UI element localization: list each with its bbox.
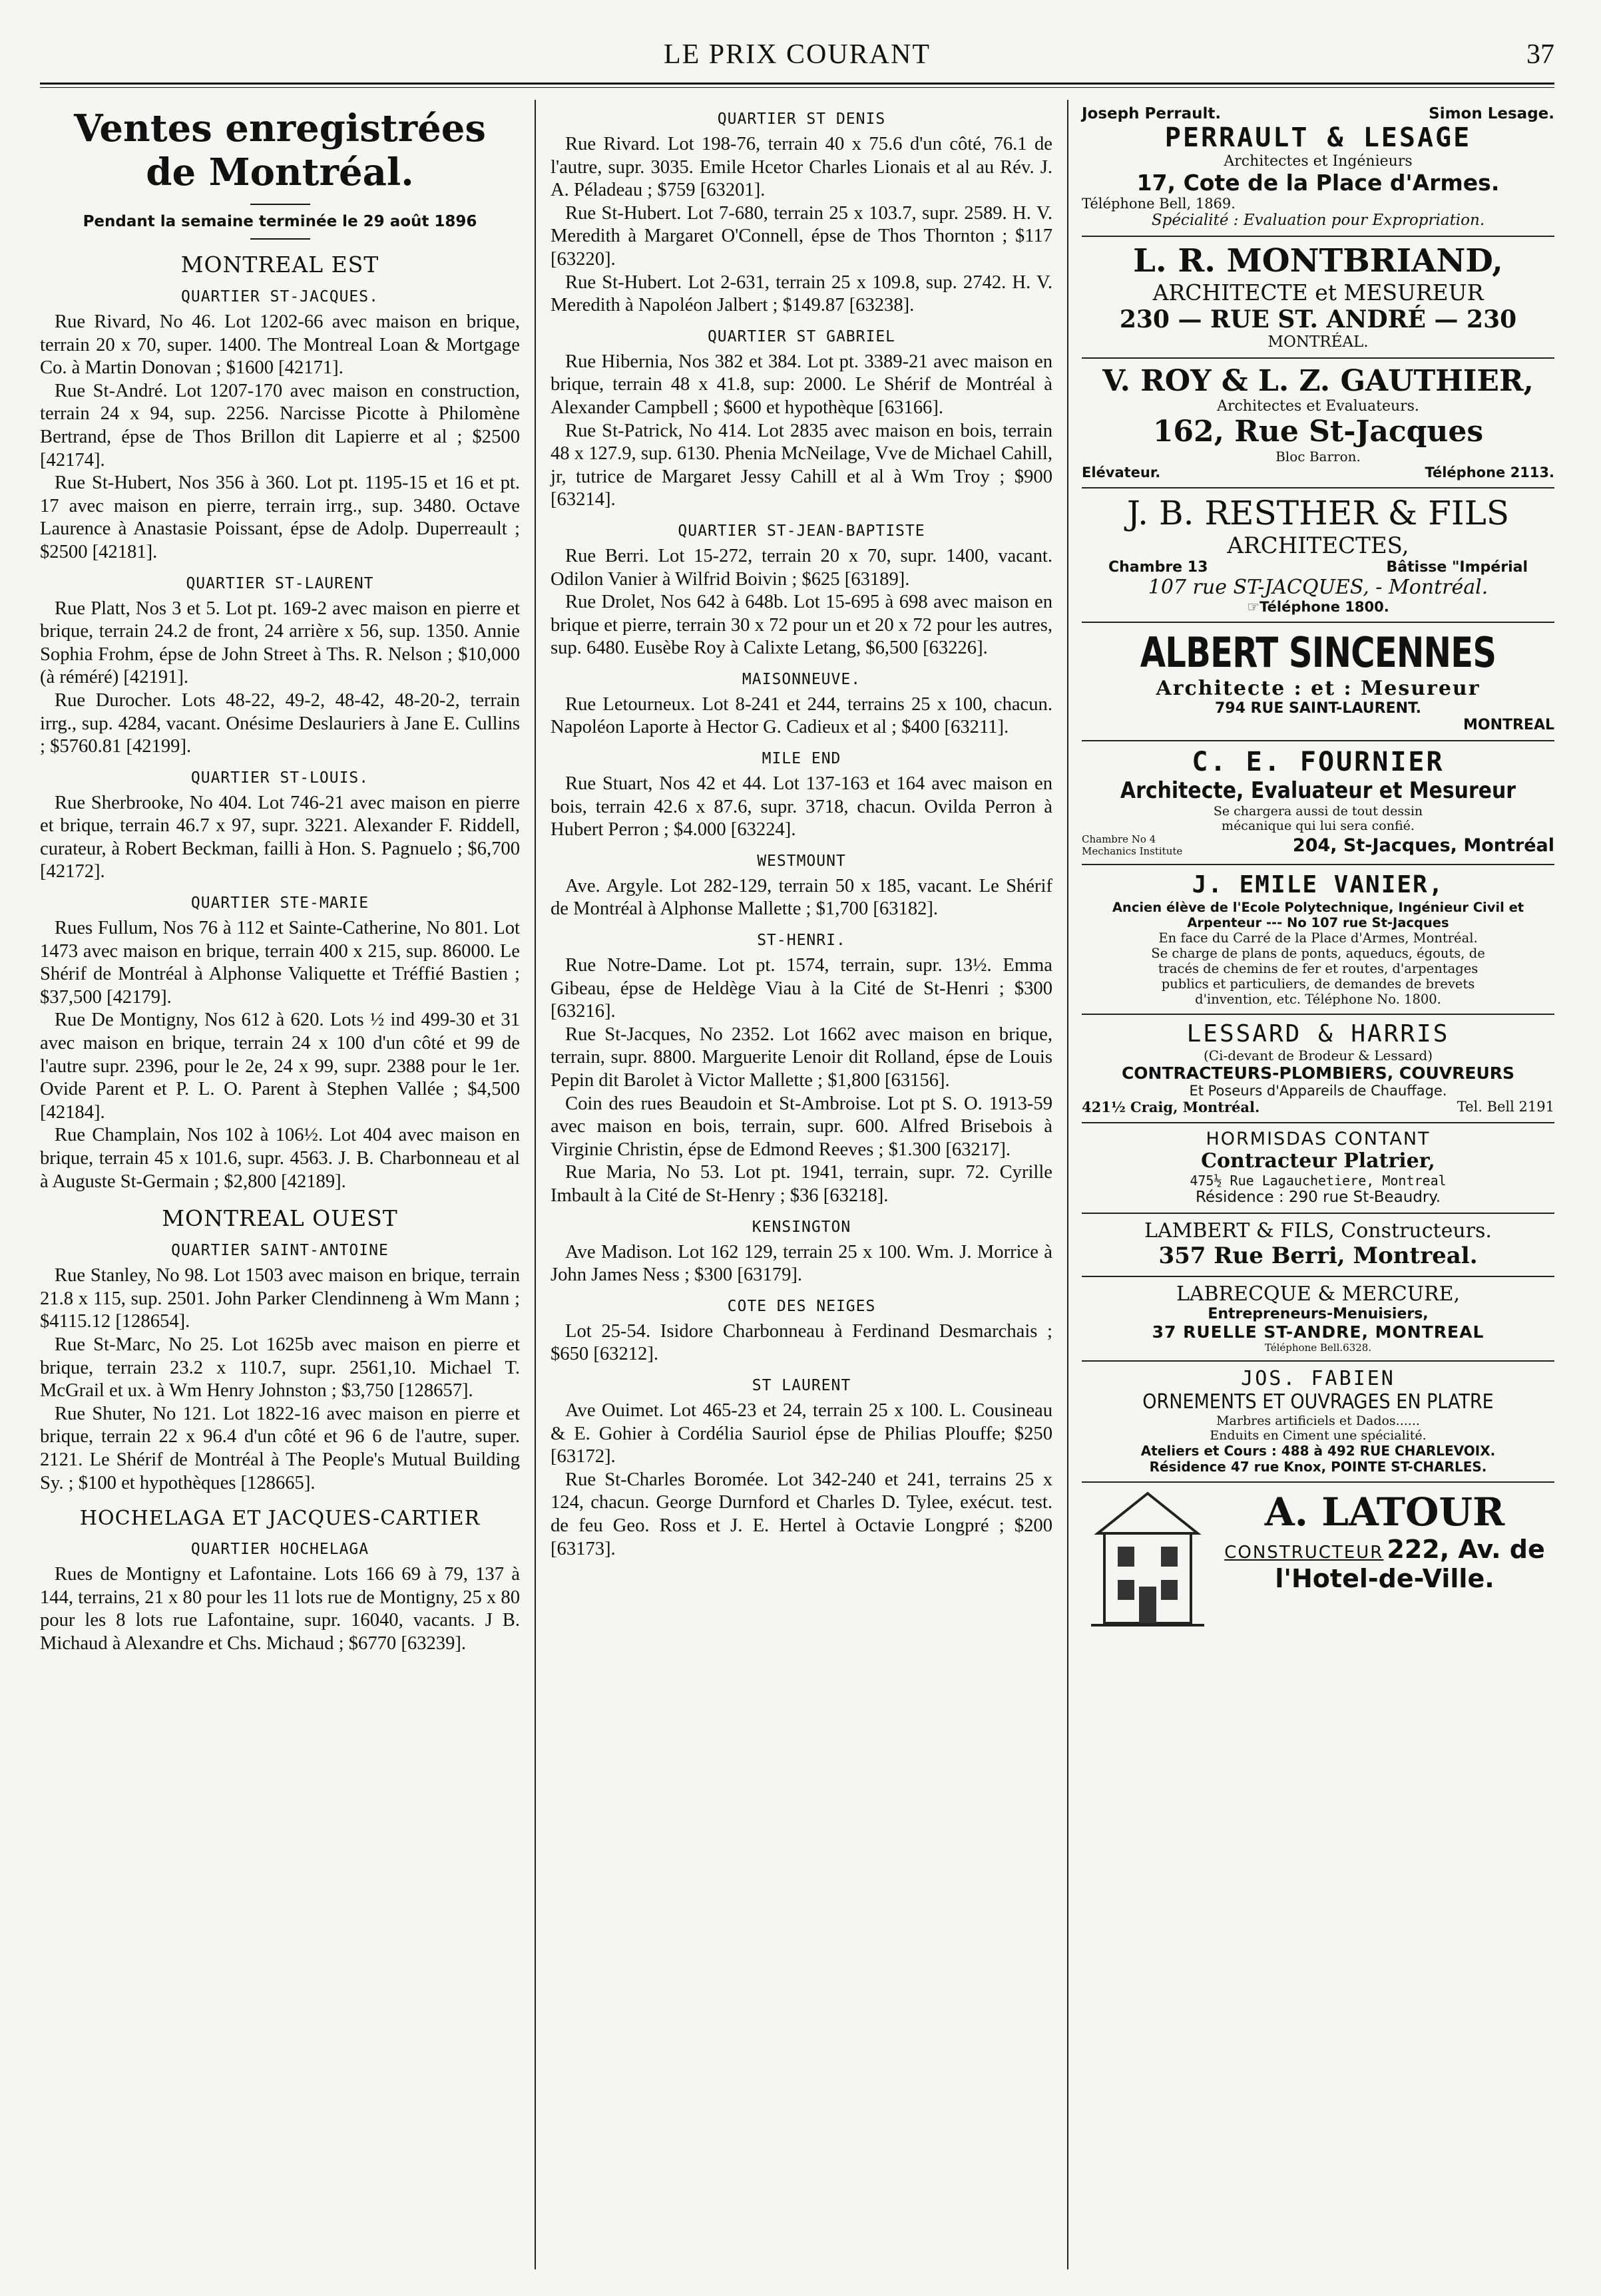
sections-col2 <box>551 110 1052 1561</box>
columns <box>40 100 1554 2269</box>
sale-entry: Rue Rivard, No 46. Lot 1202-66 avec maison en brique, terrain 20 x 70, super. 1400. The Montreal Loan & Mortgage Co. à Martin Donovan ; $1600 [42171]. <box>40 311 520 379</box>
ad-lessard-harris: LESSARD & HARRIS (Ci-devant de Brodeur & Lessard) CONTRACTEURS-PLOMBIERS, COUVREURS Et Poseurs d'Appareils de Chauffage. 421½ Craig, Montréal. Tel. Bell 2191 <box>1082 1015 1554 1123</box>
sale-entry: Rue Hibernia, Nos 382 et 384. Lot pt. 3389-21 avec maison en brique, terrain 48 x 41.8, sup: 2000. Le Shérif de Montréal à Alexander Campbell ; $600 et hypothèque [63166]. <box>551 351 1052 418</box>
ad-roy-gauthier: V. ROY & L. Z. GAUTHIER, Architectes et Evaluateurs. 162, Rue St-Jacques Bloc Barron. Elévateur. Téléphone 2113. <box>1082 359 1554 488</box>
sale-entry: Rues de Montigny et Lafontaine. Lots 166 69 à 79, 137 à 144, terrains, 21 x 80 pour les 11 lots rue de Montigny, 25 x 80 pour les 8 lots rue Lafontaine, supr. 16040, vacants. J B. Michaud à Alexandre et Chs. Michaud ; $6770 [63239]. <box>40 1564 520 1654</box>
sections-ouest <box>40 1242 520 1495</box>
sale-entry: Rue St-Charles Boromée. Lot 342-240 et 241, terrains 25 x 124, chacun. George Durnford et Charles D. Tylee, exécut. test. de feu Geo. Ross et J. E. Hertel à Octavie Longpré ; $200 [63173]. <box>551 1469 1052 1559</box>
region-heading: MONTREAL OUEST <box>162 1205 398 1232</box>
region-heading: HOCHELAGA ET JACQUES-CARTIER <box>79 1507 481 1531</box>
quarter-heading: QUARTIER STE-MARIE <box>190 894 369 912</box>
sale-entry: Rue Berri. Lot 15-272, terrain 20 x 70, supr. 1400, vacant. Odilon Vanier à Wilfrid Boivin ; $625 [63189]. <box>551 545 1052 590</box>
quarter-heading: WESTMOUNT <box>757 852 846 870</box>
sale-entry: Ave Madison. Lot 162 129, terrain 25 x 100. Wm. J. Morrice à John James Ness ; $300 [63179]. <box>551 1241 1052 1286</box>
sale-entry: Coin des rues Beaudoin et St-Ambroise. Lot pt S. O. 1913-59 avec maison en bois, terrain, supr. 600. Alfred Brisebois à Virginie Christin, épse de Edmond Reeves ; $1.300 [63217]. <box>551 1093 1052 1160</box>
sale-entry: Rue Durocher. Lots 48-22, 49-2, 48-42, 48-20-2, terrain irrg., sup. 4284, vacant. Onésime Deslauriers à Jane E. Cullins ; $5760.81 [42199]. <box>40 689 520 757</box>
sale-entry: Rue Shuter, No 121. Lot 1822-16 avec maison en pierre et brique, terrain 22 x 96.4 d'un côté et 96 6 de l'autre, super. 2121. Le Shérif de Montréal à The People's Mutual Building Sy. ; $100 et hypothèques [128665]. <box>40 1403 520 1493</box>
sale-entry: Rue Sherbrooke, No 404. Lot 746-21 avec maison en pierre et brique, terrain 46.7 x 97, supr. 3221. Alexander F. Riddell, curateur, à Robert Beckman, failli à Hon. S. Pagnuelo ; $6,700 [42172]. <box>40 792 520 882</box>
divider <box>250 204 310 205</box>
quarter-heading: QUARTIER SAINT-ANTOINE <box>171 1242 389 1260</box>
header-rule-thin <box>40 87 1554 88</box>
ad-sincennes: ALBERT SINCENNES Architecte : et : Mesureur 794 RUE SAINT-LAURENT. MONTREAL <box>1082 623 1554 741</box>
sale-entry: Rue St-Jacques, No 2352. Lot 1662 avec maison en brique, terrain, supr. 8800. Marguerite Lenoir dit Rolland, épse de Louis Pepin dit Barolet à Victor Mallette ; $1,800 [63156]. <box>551 1024 1052 1091</box>
sale-entry: Rue Platt, Nos 3 et 5. Lot pt. 169-2 avec maison en pierre et brique, terrain 24.2 de front, 24 arrière x 56, sup. 1350. Annie Sophia Frohm, épse de John Street à Ths. R. Nelson ; $10,000 (à réméré) [42191]. <box>40 598 520 688</box>
quarter-heading: COTE DES NEIGES <box>727 1297 876 1315</box>
region-heading: MONTREAL EST <box>180 252 379 278</box>
page-number: 37 <box>1526 39 1554 70</box>
quarter-heading: MILE END <box>762 750 841 768</box>
page-header <box>40 27 1554 80</box>
sale-entry: Rue Champlain, Nos 102 à 106½. Lot 404 avec maison en brique, terrain 45 x 101.6, supr. 4563. J. B. Charbonneau et al à Auguste St-Germain ; $2,800 [42189]. <box>40 1125 520 1192</box>
ad-montbriand: L. R. MONTBRIAND, ARCHITECTE et MESUREUR 230 — RUE ST. ANDRÉ — 230 MONTRÉAL. <box>1082 237 1554 359</box>
sale-entry: Rue Rivard. Lot 198-76, terrain 40 x 75.6 d'un côté, 76.1 de l'autre, supr. 3035. Emile Hcetor Charles Lionais et al au Rév. J. A. Péladeau ; $759 [63201]. <box>551 134 1052 201</box>
ad-latour: A. LATOUR CONSTRUCTEUR 222, Av. de l'Hotel-de-Ville. <box>1082 1483 1554 1636</box>
sale-entry: Rue St-Hubert. Lot 2-631, terrain 25 x 109.8, sup. 2742. H. V. Meredith à Napoléon Jalbert ; $149.87 [63238]. <box>551 272 1052 316</box>
quarter-heading: QUARTIER ST-JACQUES. <box>181 288 379 305</box>
quarter-heading: KENSINGTON <box>752 1218 851 1236</box>
sale-entry: Lot 25-54. Isidore Charbonneau à Ferdinand Desmarchais ; $650 [63212]. <box>551 1320 1052 1365</box>
quarter-heading: QUARTIER ST GABRIEL <box>707 327 896 345</box>
quarter-heading: QUARTIER ST-LOUIS. <box>190 769 369 787</box>
ad-lambert: LAMBERT & FILS, Constructeurs. 357 Rue Berri, Montreal. <box>1082 1214 1554 1277</box>
hand-pointer-icon: ☞ <box>1247 599 1260 615</box>
week-note: Pendant la semaine terminée le 29 août 1896 <box>83 213 477 230</box>
journal-title: LE PRIX COURANT <box>663 39 931 70</box>
ad-vanier: J. EMILE VANIER, Ancien élève de l'Ecole Polytechnique, Ingénieur Civil et Arpenteur --- No 107 rue St-Jacques En face du Carré de la Place d'Armes, Montréal. Se charge de plans de ponts, aqueducs, égouts, de tracés de chemins de fer et routes, d'arpentages publics et particuliers, de demandes de brevets d'invention, etc. Téléphone No. 1800. <box>1082 865 1554 1015</box>
house-illustration <box>1084 1487 1211 1633</box>
quarter-heading: ST-HENRI. <box>757 932 846 950</box>
quarter-heading: MAISONNEUVE. <box>742 670 861 688</box>
sale-entry: Rue Stuart, Nos 42 et 44. Lot 137-163 et 164 avec maison en bois, terrain 42.6 x 87.6, supr. 3718, chacun. Ovilda Perron à Hubert Perron ; $4.000 [63224]. <box>551 773 1052 841</box>
ad-fournier: C. E. FOURNIER Architecte, Evaluateur et Mesureur Se chargera aussi de tout dessin mécanique qui lui sera confié. Chambre No 4 Mechanics Institute 204, St-Jacques, Montréal <box>1082 741 1554 865</box>
quarter-heading: QUARTIER HOCHELAGA <box>190 1541 369 1559</box>
sale-entry: Rue Letourneux. Lot 8-241 et 244, terrains 25 x 100, chacun. Napoléon Laporte à Hector G. Cadieux et al ; $400 [63211]. <box>551 693 1052 738</box>
sale-entry: Rue Notre-Dame. Lot pt. 1574, terrain, supr. 13½. Emma Gibeau, épse de Heldège Viau à la Cité de St-Henri ; $300 [63216]. <box>551 955 1052 1022</box>
sale-entry: Rue Stanley, No 98. Lot 1503 avec maison en brique, terrain 21.8 x 115, sup. 2501. John Parker Clendinneng à Wm Mann ; $4115.12 [128654]. <box>40 1265 520 1332</box>
ad-resther: J. B. RESTHER & FILS ARCHITECTES, Chambre 13 Bâtisse "Impérial 107 rue ST-JACQUES, - Montréal. ☞Téléphone 1800. <box>1082 488 1554 623</box>
section-title: Ventes enregistrées de Montréal. <box>74 106 486 194</box>
sale-entry: Rue St-André. Lot 1207-170 avec maison en construction, terrain 24 x 94, sup. 2256. Narcisse Picotte à Philomène Bertrand, épse de Thos Brillon dit Lapierre et al ; $2500 [42174]. <box>40 380 520 471</box>
quarter-heading: QUARTIER ST DENIS <box>717 110 886 128</box>
divider <box>250 238 310 240</box>
sale-entry: Rue St-Marc, No 25. Lot 1625b avec maison en pierre et brique, terrain 23.2 x 110.7, supr. 2561,10. Michael T. McGrail et ux. à Wm Henry Johnston ; $3,750 [128657]. <box>40 1334 520 1402</box>
sections-est <box>40 288 520 1193</box>
sale-entry: Rue De Montigny, Nos 612 à 620. Lots ½ ind 499-30 et 31 avec maison en brique, terrain 24 x 100 d'un côté et 99 de l'autre supr. 2396, pour le 2e, 24 x 99, supr. 2388 pour le 1er. Ovide Parent et P. L. O. Parent à Stephen Vallée ; $4,500 [42184]. <box>40 1010 520 1123</box>
sale-entry: Rues Fullum, Nos 76 à 112 et Sainte-Catherine, No 801. Lot 1473 avec maison en brique, terrain 400 x 215, sup. 86000. Le Shérif de Montréal à Alphonse Valiquette et Tréffié Bastien ; $37,500 [42179]. <box>40 918 520 1008</box>
sale-entry: Rue St-Patrick, No 414. Lot 2835 avec maison en bois, terrain 48 x 127.9, sup. 6130. Phenia McNeilage, Vve de Michael Cahill, jr, tutrice de Margaret Jessy Cahill et al à Wm Troy ; $900 [63214]. <box>551 420 1052 510</box>
quarter-heading: QUARTIER ST-JEAN-BAPTISTE <box>678 522 925 540</box>
sale-entry: Rue Maria, No 53. Lot pt. 1941, terrain, supr. 72. Cyrille Imbault à la Cité de St-Henry ; $36 [63218]. <box>551 1162 1052 1206</box>
quarter-heading: QUARTIER ST-LAURENT <box>186 574 374 592</box>
sale-entry: Rue St-Hubert, Nos 356 à 360. Lot pt. 1195-15 et 16 et pt. 17 avec maison en pierre, terrain irrg., sup. 3480. Octave Laurence à Anastasie Poissant, épse de Adolp. Duperreault ; $2500 [42181]. <box>40 473 520 562</box>
column-2 <box>536 100 1068 2269</box>
column-1 <box>40 100 536 2269</box>
header-rule <box>40 83 1554 85</box>
ad-labrecque: LABRECQUE & MERCURE, Entrepreneurs-Menuisiers, 37 RUELLE ST-ANDRE, MONTREAL Téléphone Bell.6328. <box>1082 1277 1554 1362</box>
sale-entry: Rue St-Hubert. Lot 7-680, terrain 25 x 103.7, supr. 2589. H. V. Meredith à Margaret O'Connell, épse de Thos Thornton ; $117 [63220]. <box>551 202 1052 270</box>
sale-entry: Ave Ouimet. Lot 465-23 et 24, terrain 25 x 100. L. Cousineau & E. Gohier à Cordélia Sauriol épse de Philias Plouffe; $250 [63172]. <box>551 1400 1052 1467</box>
sale-entry: Rue Drolet, Nos 642 à 648b. Lot 15-695 à 698 avec maison en brique et pierre, terrain 30 x 72 pour un et 20 x 72 pour les autres, sup. 6480. Eusèbe Roy à Calixte Letang, $6,500 [63226]. <box>551 592 1052 659</box>
sections-hochelaga <box>40 1541 520 1655</box>
quarter-heading: ST LAURENT <box>752 1376 851 1394</box>
column-ads <box>1068 100 1554 2269</box>
ad-contant: HORMISDAS CONTANT Contracteur Platrier, 475½ Rue Lagauchetiere, Montreal Résidence : 290 rue St-Beaudry. <box>1082 1123 1554 1214</box>
ad-fabien: JOS. FABIEN ORNEMENTS ET OUVRAGES EN PLATRE Marbres artificiels et Dados...... Enduits en Ciment une spécialité. Ateliers et Cours : 488 à 492 RUE CHARLEVOIX. Résidence 47 rue Knox, POINTE ST-CHARLES. <box>1082 1362 1554 1483</box>
ad-perrault-lesage: Joseph Perrault. Simon Lesage. PERRAULT & LESAGE Architectes et Ingénieurs 17, Cote de la Place d'Armes. Téléphone Bell, 1869. Spécialité : Evaluation pour Expropriation. <box>1082 100 1554 237</box>
sale-entry: Ave. Argyle. Lot 282-129, terrain 50 x 185, vacant. Le Shérif de Montréal à Alphonse Mallette ; $1,700 [63182]. <box>551 875 1052 920</box>
